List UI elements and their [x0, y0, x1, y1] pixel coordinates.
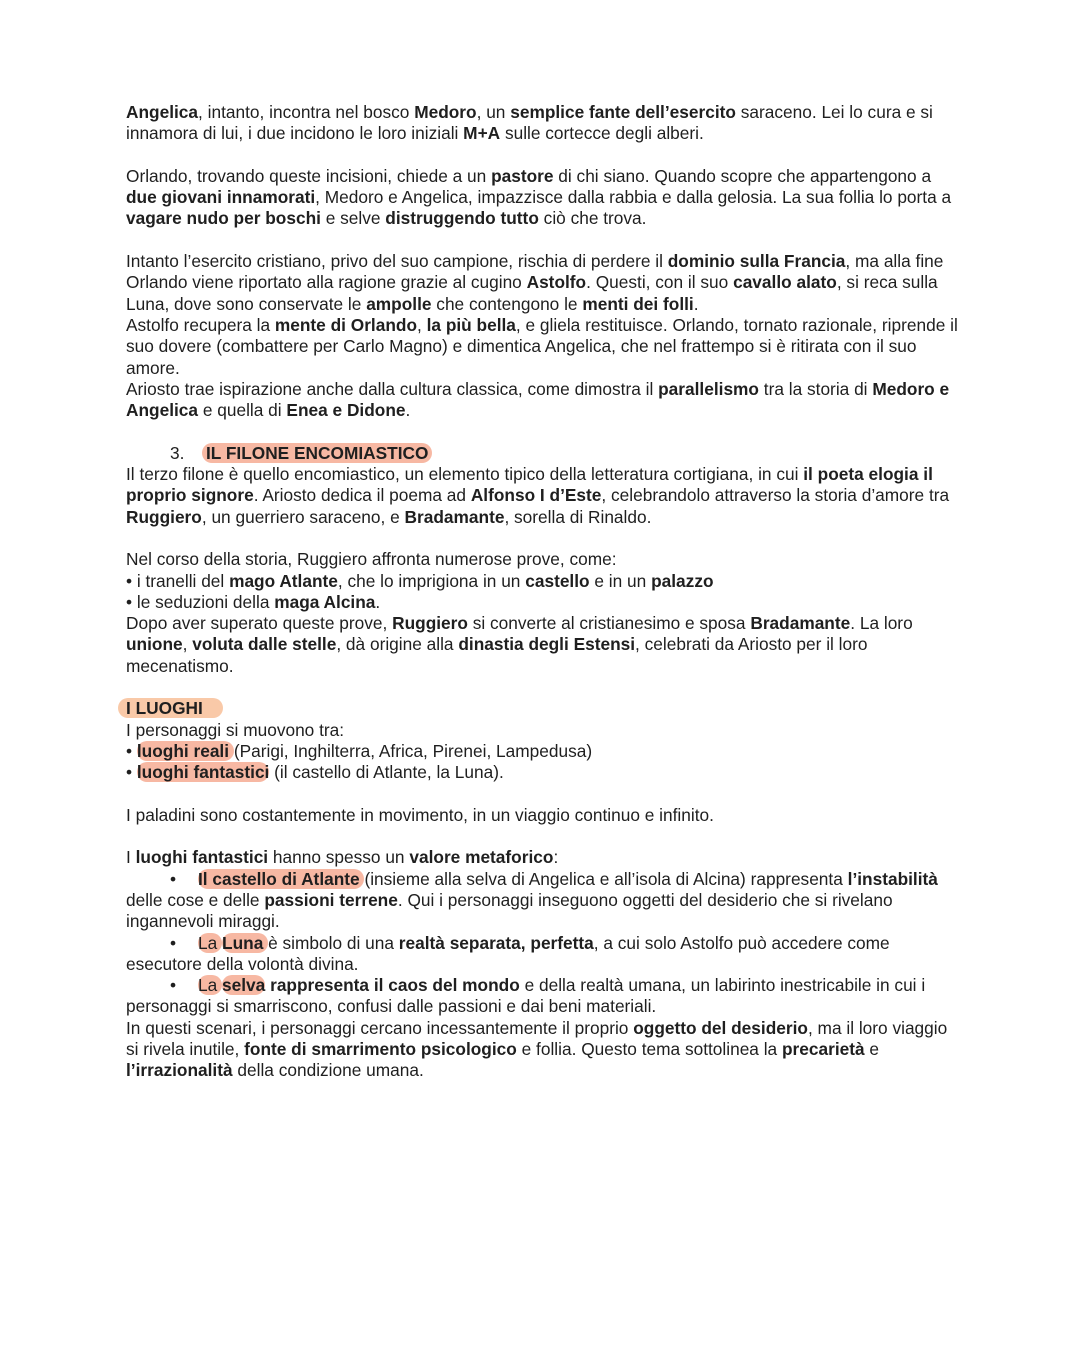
text-run: (Parigi, Inghilterra, Africa, Pirenei, Lampedusa)	[233, 740, 593, 761]
text-run: che contengono le	[431, 293, 583, 314]
bold-text-run: maga Alcina	[274, 591, 376, 612]
text-run: • i tranelli del	[126, 570, 230, 591]
text-run: (insieme alla selva di Angelica e all’isola di Alcina) rappresenta	[364, 868, 848, 889]
bullet-maga-alcina	[126, 592, 960, 613]
bullet-luoghi-reali	[126, 741, 960, 762]
paragraph-luoghi-intro	[126, 720, 960, 741]
text-run: ,	[182, 634, 193, 655]
section-title: IL FILONE ENCOMIASTICO	[202, 443, 432, 463]
text-run: (il castello di Atlante, la Luna).	[269, 762, 504, 783]
section-number: 3.	[170, 442, 185, 463]
text-run: ciò che trova.	[538, 208, 647, 229]
text-run: • le seduzioni della	[126, 591, 275, 612]
bold-text-run: Medoro e Angelica	[126, 378, 950, 421]
paragraph-parallelismo	[126, 379, 960, 422]
text-run: e quella di	[198, 400, 287, 421]
bold-text-run: voluta dalle stelle	[192, 634, 337, 655]
text-run: .	[693, 293, 699, 314]
text-run: La	[198, 975, 223, 996]
text-run: , a cui solo Astolfo può accedere come esecutore della volontà divina.	[126, 932, 890, 974]
text-run: Intanto l’esercito cristiano, privo del suo campione, rischia di perdere il	[126, 251, 668, 272]
text-run: delle cose e delle	[126, 889, 265, 910]
text-run: e	[864, 1039, 880, 1060]
bold-text-run: mago Atlante	[229, 570, 338, 591]
text-run: •	[126, 740, 137, 761]
bullet-luoghi-fantastici	[126, 762, 960, 783]
text-run: In questi scenari, i personaggi cercano incessantemente il proprio	[126, 1017, 634, 1038]
bold-text-run: Alfonso I d’Este	[470, 485, 602, 506]
text-run: Orlando, trovando queste incisioni, chiede a un	[126, 165, 492, 186]
text-run: I	[126, 847, 136, 868]
bold-text-run: Ruggiero	[392, 613, 468, 634]
text-run: :	[553, 847, 559, 868]
bold-text-run: valore metaforico	[409, 847, 554, 868]
text-run: sulle cortecce degli alberi.	[500, 123, 704, 144]
bold-text-run: realtà separata, perfetta	[398, 932, 594, 953]
text-run: Nel corso della storia, Ruggiero affronta numerose prove, come:	[126, 549, 617, 570]
text-run: , un guerriero saraceno, e	[201, 506, 405, 527]
paragraph-astolfo	[126, 251, 960, 315]
bold-text-run: rappresenta il caos del mondo	[270, 975, 520, 996]
bullet-mark: •	[170, 975, 177, 996]
bold-text-run: M+A	[463, 123, 501, 144]
bold-text-run: fonte di smarrimento psicologico	[244, 1039, 517, 1060]
text-run: , dà origine alla	[336, 634, 459, 655]
bold-text-run: Il castello di Atlante	[198, 868, 365, 889]
bold-text-run: oggetto del desiderio	[633, 1017, 808, 1038]
bullet-mago-atlante	[126, 571, 960, 592]
paragraph-conclusione	[126, 1018, 960, 1082]
text-run: . Questi, con il suo	[586, 272, 734, 293]
bullet-selva	[126, 975, 960, 1018]
paragraph-paladini	[126, 805, 960, 826]
bold-text-run: dominio sulla Francia	[667, 251, 846, 272]
bold-text-run: Bradamante	[404, 506, 505, 527]
text-run: e della realtà umana, un labirinto inestricabile in cui i personaggi si smarriscono, confusi dalle passioni e dai beni materiali.	[126, 975, 926, 1017]
text-run: della condizione umana.	[232, 1060, 424, 1081]
text-run: è simbolo di una	[268, 932, 399, 953]
text-run: Il terzo filone è quello encomiastico, un elemento tipico della letteratura cortigiana, in cui	[126, 464, 804, 485]
bold-text-run: due giovani innamorati	[126, 187, 316, 208]
text-run: si converte al cristianesimo e sposa	[467, 613, 751, 634]
bold-text-run: unione	[126, 634, 183, 655]
text-run: , e gliela restituisce. Orlando, tornato razionale, riprende il suo dovere (combattere per Carlo Magno) e dimentica Angelica, che nel frattempo si è ritirata con il suo amore.	[126, 314, 958, 378]
bold-text-run: vagare nudo per boschi	[126, 208, 321, 229]
text-run: , Medoro e Angelica, impazzisce dalla rabbia e dalla gelosia. La sua follia lo porta a	[315, 187, 952, 208]
bold-text-run: luoghi fantastici	[135, 847, 269, 868]
text-run: e follia. Questo tema sottolinea la	[516, 1039, 782, 1060]
bullet-text	[126, 975, 925, 1016]
bold-text-run: il poeta elogia il proprio signore	[126, 464, 933, 506]
text-run: •	[126, 762, 137, 783]
text-run: La	[198, 932, 223, 953]
text-run: Astolfo recupera la	[126, 314, 275, 335]
bold-text-run: cavallo alato	[733, 272, 837, 293]
section-heading-encomiastico	[126, 443, 960, 464]
bold-text-run: precarietà	[781, 1039, 865, 1060]
bold-text-run: Medoro	[414, 102, 477, 122]
text-run: e selve	[320, 208, 386, 229]
bullet-text	[126, 933, 890, 974]
bold-text-run: Angelica	[126, 102, 199, 122]
bold-text-run: menti dei folli	[582, 293, 694, 314]
bold-text-run: Bradamante	[750, 613, 851, 634]
text-run: , ma alla fine Orlando viene riportato alla ragione grazie al cugino	[126, 251, 944, 293]
bold-text-run: ampolle	[366, 293, 432, 314]
bold-text-run: Luna	[222, 932, 269, 953]
bold-text-run: pastore	[491, 165, 554, 186]
paragraph-valore-metaforico	[126, 847, 960, 868]
paragraph-angelica-medoro	[126, 102, 960, 145]
text-run: . La loro	[850, 613, 913, 634]
paragraph-filone-encomiastico	[126, 464, 960, 528]
text-run: I paladini sono costantemente in movimento, in un viaggio continuo e infinito.	[126, 804, 714, 825]
bullet-text	[126, 869, 938, 932]
bullet-luna	[126, 933, 960, 976]
bold-text-run: selva	[222, 975, 266, 996]
paragraph-dinastia	[126, 613, 960, 677]
text-run: tra la storia di	[758, 378, 873, 399]
paragraph-orlando-follia	[126, 166, 960, 230]
text-run: hanno spesso un	[268, 847, 410, 868]
bold-text-run: l’instabilità	[847, 868, 938, 889]
text-run: . Ariosto dedica il poema ad	[253, 485, 471, 506]
bold-text-run: l’irrazionalità	[126, 1060, 233, 1081]
bold-text-run: passioni terrene	[264, 889, 398, 910]
bold-text-run: la più bella	[426, 314, 516, 335]
paragraph-prove-intro	[126, 549, 960, 570]
text-run: , che lo imprigiona in un	[337, 570, 526, 591]
text-run: saraceno. Lei lo cura e si innamora di lui, i due incidono le loro iniziali	[126, 102, 933, 144]
section-heading-luoghi	[126, 698, 960, 719]
text-run: , sorella di Rinaldo.	[504, 506, 652, 527]
bold-text-run: luoghi reali	[136, 740, 234, 761]
text-run: .	[375, 591, 381, 612]
bold-text-run: luoghi fantastici	[136, 762, 270, 783]
text-run: , si reca sulla Luna, dove sono conservate le	[126, 272, 938, 314]
bold-text-run: dinastia degli Estensi	[458, 634, 636, 655]
bold-text-run: Astolfo	[526, 272, 587, 293]
bold-text-run: castello	[525, 570, 590, 591]
bullet-castello-atlante	[126, 869, 960, 933]
bold-text-run: parallelismo	[658, 378, 759, 399]
text-run: ,	[417, 314, 427, 335]
text-run: I personaggi si muovono tra:	[126, 719, 345, 740]
bold-text-run: Enea e Didone	[286, 400, 406, 421]
text-run: , ma il loro viaggio si rivela inutile,	[126, 1017, 948, 1060]
text-run: , un	[476, 102, 511, 122]
text-run: e in un	[589, 570, 652, 591]
paragraph-mente-orlando	[126, 315, 960, 379]
text-run: Ariosto trae ispirazione anche dalla cultura classica, come dimostra il	[126, 378, 659, 399]
text-run: .	[405, 400, 411, 421]
bold-text-run: distruggendo tutto	[385, 208, 539, 229]
bold-text-run: semplice fante dell’esercito	[510, 102, 736, 122]
bold-text-run: palazzo	[651, 570, 714, 591]
text-run: . Qui i personaggi inseguono oggetti del desiderio che si rivelano ingannevoli miraggi.	[126, 889, 893, 932]
text-run: , intanto, incontra nel bosco	[198, 102, 415, 122]
text-run: , celebrandolo attraverso la storia d’amore tra	[601, 485, 950, 506]
bold-text-run: mente di Orlando	[274, 314, 417, 335]
text-run: , celebrati da Ariosto per il loro mecenatismo.	[126, 634, 868, 676]
bullet-mark: •	[170, 932, 177, 953]
bullet-mark: •	[170, 868, 177, 889]
text-run: Dopo aver superato queste prove,	[126, 613, 393, 634]
bold-text-run: Ruggiero	[126, 506, 202, 527]
text-run: di chi siano. Quando scopre che appartengono a	[553, 165, 932, 186]
luoghi-title: I LUOGHI	[118, 698, 223, 718]
